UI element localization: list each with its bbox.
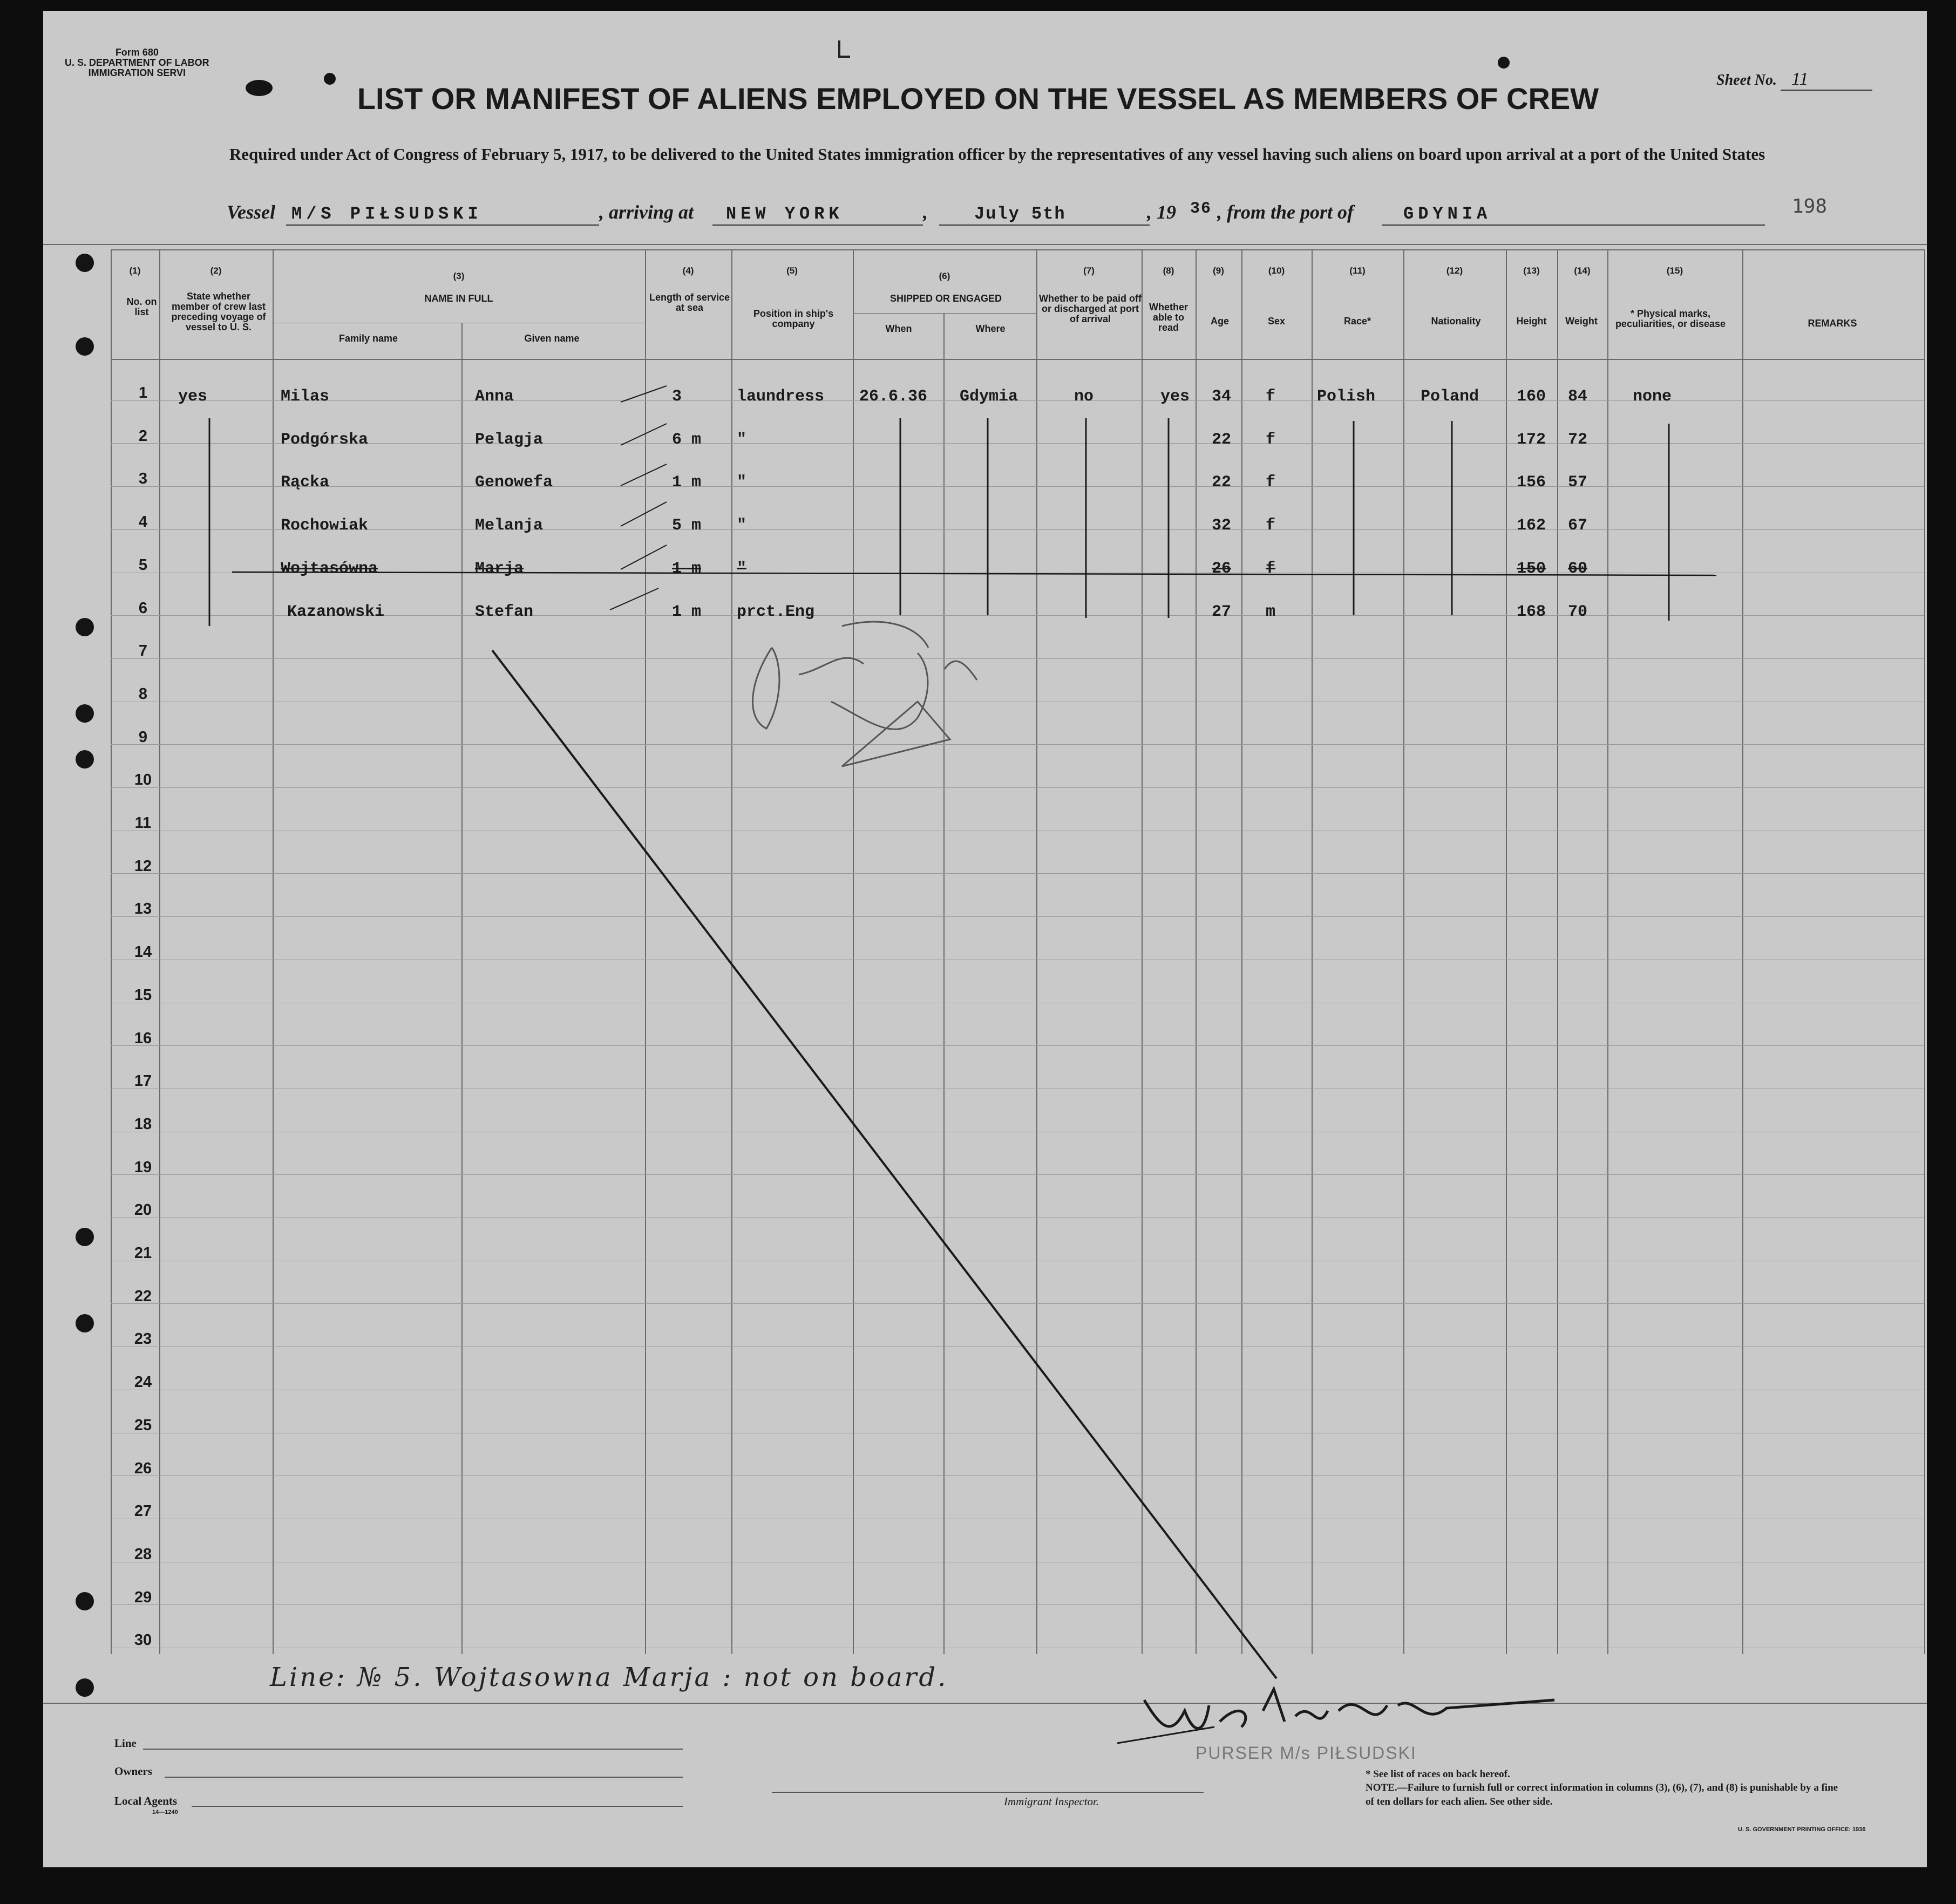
crew-family: Milas xyxy=(281,387,330,406)
column-number: (12) xyxy=(1446,266,1463,276)
crew-weight: 84 xyxy=(1568,387,1588,406)
crew-position: " xyxy=(737,516,747,535)
row-number: 19 xyxy=(134,1159,152,1176)
column-number: (8) xyxy=(1163,266,1174,276)
crew-read: yes xyxy=(1160,387,1190,406)
crew-weight: 60 xyxy=(1568,560,1588,578)
crew-paid-off: no xyxy=(1074,387,1094,406)
row-number: 30 xyxy=(134,1631,152,1649)
footer-owners-label: Owners xyxy=(114,1765,152,1778)
crew-weight: 72 xyxy=(1568,431,1588,449)
row-number: 8 xyxy=(138,685,148,703)
header-physical-marks: * Physical marks, peculiarities, or disease xyxy=(1615,308,1726,329)
header-given-name: Given name xyxy=(524,333,580,344)
signature-underline xyxy=(1117,1727,1214,1743)
service-name: IMMIGRATION SERVI xyxy=(88,67,186,78)
inspector-label: Immigrant Inspector. xyxy=(1004,1795,1099,1808)
form-number: Form 680 xyxy=(115,47,159,58)
crew-weight: 57 xyxy=(1568,473,1588,492)
crew-position: prct.Eng xyxy=(737,603,815,621)
inspector-field xyxy=(772,1792,1204,1793)
crew-age: 27 xyxy=(1212,603,1232,621)
header-family-name: Family name xyxy=(338,333,398,344)
sheet-label: Sheet No. xyxy=(1716,72,1777,89)
crew-given: Genowefa xyxy=(475,473,553,492)
crew-position: " xyxy=(737,431,747,449)
crew-height: 160 xyxy=(1517,387,1546,406)
crew-nationality: Poland xyxy=(1421,387,1479,406)
row-number: 9 xyxy=(138,729,148,746)
crew-service: 1 m xyxy=(672,603,702,621)
crew-prev: yes xyxy=(178,387,208,406)
column-number: (7) xyxy=(1083,266,1095,276)
column-number: (11) xyxy=(1349,266,1366,276)
crew-age: 34 xyxy=(1212,387,1232,406)
arriving-port: NEW YORK xyxy=(726,204,844,224)
header-remarks: REMARKS xyxy=(1808,318,1857,329)
header-paid-off: Whether to be paid off or discharged at port of arrival xyxy=(1039,293,1142,324)
arriving-label: , arriving at xyxy=(599,201,694,223)
column-number: (9) xyxy=(1213,266,1224,276)
column-number: (5) xyxy=(786,266,798,276)
crew-service: 5 m xyxy=(672,516,702,535)
header-age: Age xyxy=(1210,316,1229,327)
column-number: (4) xyxy=(682,266,694,276)
header-where: Where xyxy=(975,323,1006,334)
printing-office: U. S. GOVERNMENT PRINTING OFFICE: 1936 xyxy=(1738,1826,1866,1833)
crew-sex: m xyxy=(1266,603,1276,621)
row-number: 18 xyxy=(134,1116,152,1133)
crew-height: 150 xyxy=(1517,560,1546,578)
crew-family: Podgórska xyxy=(281,431,369,449)
crew-sex: f xyxy=(1266,560,1276,578)
crew-family: Wojtasówna xyxy=(281,560,378,578)
row-number: 24 xyxy=(134,1373,152,1391)
crew-given: Melanja xyxy=(475,516,544,535)
crew-sex: f xyxy=(1266,516,1276,535)
handwritten-note: Line: № 5. Wojtasowna Marja : not on board. xyxy=(270,1662,948,1692)
row-number: 22 xyxy=(134,1288,152,1305)
stamp-number: 198 xyxy=(1792,195,1828,217)
from-label: , from the port of xyxy=(1217,201,1354,223)
row5-strikethrough xyxy=(232,572,1716,575)
column-number: (3) xyxy=(453,271,465,281)
department-name: U. S. DEPARTMENT OF LABOR xyxy=(65,57,209,68)
column-number: (1) xyxy=(129,266,141,276)
header-sex: Sex xyxy=(1267,316,1286,327)
title-text: LIST OR MANIFEST OF ALIENS EMPLOYED ON THE VESSEL AS MEMBERS OF CREW xyxy=(357,81,1599,115)
crew-age: 32 xyxy=(1212,516,1232,535)
crew-family: Rochowiak xyxy=(281,516,369,535)
header-weight: Weight xyxy=(1565,316,1598,327)
crew-sex: f xyxy=(1266,387,1276,406)
service-slash-marks xyxy=(610,386,667,610)
header-state-whether: State whether member of crew last preceding voyage of vessel to U. S. xyxy=(171,291,266,332)
column-number: (14) xyxy=(1574,266,1591,276)
comma-sep: , xyxy=(923,201,928,223)
crew-height: 168 xyxy=(1517,603,1546,621)
line-field xyxy=(143,1749,683,1750)
from-port: GDYNIA xyxy=(1403,204,1492,224)
row-number: 26 xyxy=(134,1460,152,1477)
crew-where: Gdymia xyxy=(960,387,1018,406)
crew-family: Rącka xyxy=(281,473,330,492)
column-number: (2) xyxy=(210,266,222,276)
header-name-in-full: NAME IN FULL xyxy=(424,293,493,304)
crew-weight: 70 xyxy=(1568,603,1588,621)
owners-field xyxy=(165,1777,683,1778)
row-number: 20 xyxy=(134,1201,152,1219)
footnote-races: * See list of races on back hereof. xyxy=(1366,1769,1510,1780)
row-number: 2 xyxy=(138,427,148,445)
footer-form-code: 14—1240 xyxy=(152,1809,178,1815)
header-able-to-read: Whether able to read xyxy=(1149,302,1188,333)
header-height: Height xyxy=(1516,316,1547,327)
crew-age: 26 xyxy=(1212,560,1232,578)
row-number: 1 xyxy=(138,384,148,402)
row-number: 11 xyxy=(134,814,152,832)
crew-given: Anna xyxy=(475,387,514,406)
crew-height: 162 xyxy=(1517,516,1546,535)
crew-marks: none xyxy=(1633,387,1672,406)
header-race: Race* xyxy=(1343,316,1371,327)
sheet-number: 11 xyxy=(1781,69,1872,91)
document-subtitle: Required under Act of Congress of February 5, 1917, to be delivered to the United States immigration officer by the representatives of any vessel having such aliens on board upon arrival at a port of the United States xyxy=(229,145,1765,164)
row-number: 7 xyxy=(138,642,148,659)
crew-given: Pelagja xyxy=(475,431,544,449)
crew-weight: 67 xyxy=(1568,516,1588,535)
row-number: 23 xyxy=(134,1330,152,1348)
purser-signature xyxy=(1144,1689,1554,1729)
row-number: 27 xyxy=(134,1502,152,1520)
header-no-on-list: No. on list xyxy=(126,296,157,317)
crew-given: Marja xyxy=(475,560,524,578)
row-number: 17 xyxy=(134,1072,152,1090)
crew-position: laundress xyxy=(737,387,825,406)
row-number: 16 xyxy=(134,1030,152,1047)
column-number: (6) xyxy=(939,271,950,281)
diagonal-cancel-line xyxy=(492,650,1276,1678)
row-number: 21 xyxy=(134,1245,152,1262)
row-number: 12 xyxy=(134,858,152,875)
crew-age: 22 xyxy=(1212,473,1232,492)
crew-height: 172 xyxy=(1517,431,1546,449)
crew-family: Kazanowski xyxy=(287,603,385,621)
row-number: 4 xyxy=(138,513,148,531)
crew-height: 156 xyxy=(1517,473,1546,492)
purser-stamp: PURSER M/s PIŁSUDSKI xyxy=(1196,1743,1417,1763)
column-number: (13) xyxy=(1523,266,1540,276)
column-number: (15) xyxy=(1666,266,1683,276)
footer-line-label: Line xyxy=(114,1737,137,1750)
crew-service: 1 m xyxy=(672,560,702,578)
column-number: (10) xyxy=(1268,266,1285,276)
footer-local-agents-label: Local Agents xyxy=(114,1794,178,1807)
footnote-note: NOTE.—Failure to furnish full or correct information in columns (3), (6), (7), and (8) is punishable by a fine of ten dollars for each alien. See other side. xyxy=(1366,1782,1838,1807)
header-when: When xyxy=(885,323,912,334)
crew-sex: f xyxy=(1266,473,1276,492)
crew-position: " xyxy=(737,473,747,492)
row-number: 14 xyxy=(134,943,152,961)
row-number: 28 xyxy=(134,1546,152,1563)
header-shipped-engaged: SHIPPED OR ENGAGED xyxy=(889,293,1002,304)
year-suffix: 36 xyxy=(1190,200,1212,218)
row-number: 25 xyxy=(134,1417,152,1434)
crew-service: 6 m xyxy=(672,431,702,449)
row-number: 29 xyxy=(134,1589,152,1606)
row-number: 5 xyxy=(138,556,148,574)
vessel-name: M/S PIŁSUDSKI xyxy=(291,204,483,224)
check-mark-icon xyxy=(839,40,850,57)
crew-when: 26.6.36 xyxy=(859,387,928,406)
header-nationality: Nationality xyxy=(1431,316,1481,327)
row-number: 13 xyxy=(134,900,152,917)
crew-service: 1 m xyxy=(672,473,702,492)
row-number: 15 xyxy=(134,987,152,1004)
arrival-date: July 5th xyxy=(974,204,1066,224)
crew-given: Stefan xyxy=(475,603,534,621)
local-agents-field xyxy=(192,1806,683,1807)
crew-service: 3 xyxy=(672,387,682,406)
crew-position: " xyxy=(737,560,747,578)
header-position: Position in ship's company xyxy=(753,308,834,329)
crew-sex: f xyxy=(1266,431,1276,449)
crew-age: 22 xyxy=(1212,431,1232,449)
vessel-label: Vessel xyxy=(227,201,275,223)
row-number: 3 xyxy=(138,470,148,487)
inspector-signature xyxy=(753,622,977,766)
header-length-of-service: Length of service at sea xyxy=(649,292,730,313)
row-number: 6 xyxy=(138,600,148,617)
crew-race: Polish xyxy=(1317,387,1376,406)
year-prefix: , 19 xyxy=(1147,201,1176,223)
row-number: 10 xyxy=(134,771,152,788)
